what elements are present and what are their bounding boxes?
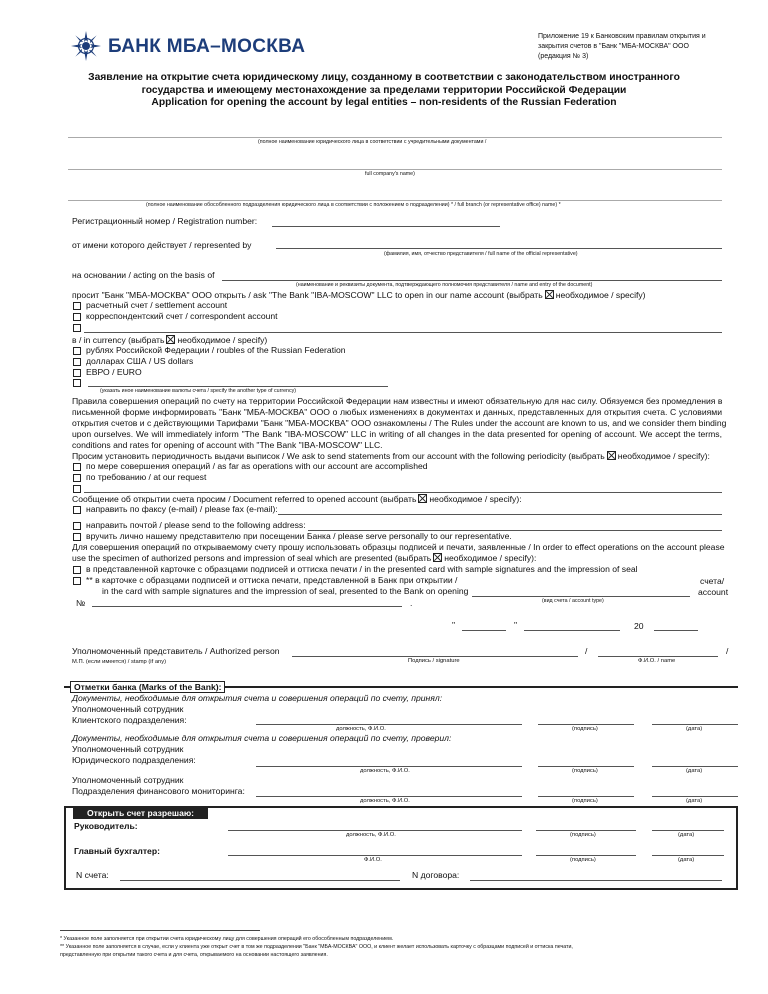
currency-line-specify: необходимое / specify)	[177, 335, 268, 345]
client-sign-field[interactable]	[538, 724, 634, 725]
periodicity-line-text: Просим установить периодичность выдачи выписок / We ask to send statements from our account with the following periodicity (выбрать	[72, 451, 605, 461]
x-checkbox-icon	[166, 335, 175, 344]
date-hint-2: (дата)	[686, 768, 703, 774]
settlement-account-checkbox[interactable]	[73, 302, 81, 310]
fax-field[interactable]	[278, 514, 722, 515]
bank-logo	[70, 30, 102, 62]
basis-field[interactable]	[222, 280, 722, 281]
usd-label: долларах США / US dollars	[86, 356, 194, 366]
fax-label: направить по факсу (e-mail) / please fax (e-mail):	[86, 504, 278, 514]
account-label: account	[698, 587, 729, 597]
personal-checkbox[interactable]	[73, 533, 81, 541]
bank-name: БАНК МБА–МОСКВА	[108, 36, 306, 57]
company-name-hint: full company's name)	[365, 171, 415, 177]
message-line-text: Сообщение об открытии счета просим / Document referred to opened account (выбрать	[72, 494, 417, 504]
x-checkbox-icon	[433, 553, 442, 562]
x-checkbox-icon	[545, 290, 554, 299]
sign-hint-2: (подпись)	[572, 768, 598, 774]
usd-checkbox[interactable]	[73, 358, 81, 366]
signature-hint: Подпись / signature	[408, 658, 460, 664]
authorized-label: Уполномоченный представитель / Authorized person	[72, 646, 280, 656]
head-position-field[interactable]	[228, 830, 522, 831]
legal-dept: Юридического подразделения:	[72, 755, 196, 765]
settlement-account-label: расчетный счет / settlement account	[86, 300, 228, 310]
date-year-prefix: 20	[634, 621, 644, 631]
accountant-date-field[interactable]	[652, 855, 724, 856]
legal-sign-field[interactable]	[538, 766, 634, 767]
name-hint: Ф.И.О. / name	[638, 658, 676, 664]
accountant-date-hint: (дата)	[678, 857, 695, 863]
message-line	[72, 494, 522, 504]
date-day-field[interactable]	[462, 630, 506, 631]
date-hint-1: (дата)	[686, 726, 703, 732]
legal-position-field[interactable]	[256, 766, 522, 767]
full-name-hint: (полное наименование юридического лица в соответствии с учредительными документами /	[258, 139, 487, 145]
appendix-line-3: (редакция № 3)	[538, 53, 589, 60]
fin-date-field[interactable]	[652, 796, 738, 797]
message-line-specify: необходимое / specify):	[429, 494, 522, 504]
mail-checkbox[interactable]	[73, 522, 81, 530]
permit-title: Открыть счет разрешаю:	[73, 807, 208, 819]
head-position-hint: должность, Ф.И.О.	[346, 832, 396, 838]
date-month-field[interactable]	[524, 630, 620, 631]
existing-card-label: ** в карточке с образцами подписей и оттиска печати, представленной в Банк при открытии /	[86, 575, 458, 585]
specimen-line-2-text: use the specimen of authorized persons and impression of seal which are presented (выбрать	[72, 553, 432, 563]
sign-hint-3: (подпись)	[572, 798, 598, 804]
x-checkbox-icon	[607, 451, 616, 460]
rules-line-2: письменной форме информировать "Банк "МБА-МОСКВА" ООО о любых изменениях в документах и данных, представленных для открытия счета. С условиями	[72, 407, 722, 417]
existing-card-checkbox[interactable]	[73, 577, 81, 585]
correspondent-account-label: корреспондентский счет / correspondent account	[86, 311, 278, 321]
accountant-sign-hint: (подпись)	[570, 857, 596, 863]
periodicity-line	[72, 451, 710, 461]
other-currency-hint: (указать иное наименование валюты счета / specify the another type of currency)	[100, 388, 297, 394]
other-account-field[interactable]	[84, 332, 722, 333]
slash-2: /	[726, 646, 729, 656]
represented-by-label: от имени которого действует / represented by	[72, 240, 252, 250]
dot-mark: .	[410, 598, 413, 608]
request-line	[72, 290, 646, 300]
position-hint-3: должность, Ф.И.О.	[360, 798, 410, 804]
fin-dept: Подразделения финансового мониторинга:	[72, 786, 245, 796]
employee-2: Уполномоченный сотрудник	[72, 744, 184, 754]
title-line-1: Заявление на открытие счета юридическому лицу, созданному в соответствии с законодательством иностранного	[88, 72, 680, 83]
other-currency-checkbox[interactable]	[73, 379, 81, 387]
accountant-fio-hint: Ф.И.О.	[364, 857, 382, 863]
title-line-2: государства и имеющему местонахождение за пределами территории Российской Федерации	[141, 84, 627, 96]
statements-per-operation-checkbox[interactable]	[73, 463, 81, 471]
eur-label: ЕВРО / EURO	[86, 367, 142, 377]
rules-line-1: Правила совершения операций по счету на территории Российской Федерации нам известны и имеют обязательную для нас силу. Обязуемся без промедления в	[72, 396, 723, 406]
represented-by-field[interactable]	[276, 248, 722, 249]
reg-number-field[interactable]	[272, 226, 500, 227]
chief-accountant-label: Главный бухгалтер:	[74, 846, 160, 856]
correspondent-account-checkbox[interactable]	[73, 313, 81, 321]
position-hint-2: должность, Ф.И.О.	[360, 768, 410, 774]
basis-label: на основании / acting on the basis of	[72, 270, 215, 280]
date-hint-3: (дата)	[686, 798, 703, 804]
employee-1: Уполномоченный сотрудник	[72, 704, 184, 714]
personal-label: вручить лично нашему представителю при посещении Банка / please serve personally to our representative.	[86, 531, 512, 541]
currency-line	[72, 335, 267, 345]
account-no-field[interactable]	[120, 880, 400, 881]
fin-sign-field[interactable]	[538, 796, 634, 797]
title-line-3: Application for opening the account by legal entities – non-residents of the Russian Federation	[151, 97, 617, 108]
mail-label: направить почтой / please send to the following address:	[86, 520, 306, 530]
company-name-line[interactable]	[68, 169, 722, 170]
docs-accepted: Документы, необходимые для открытия счета и совершения операций по счету, принял:	[72, 693, 443, 703]
head-date-hint: (дата)	[678, 832, 695, 838]
bank-emblem-icon	[70, 30, 102, 62]
docs-checked: Документы, необходимые для открытия счета и совершения операций по счету, проверил:	[72, 733, 452, 743]
slash-1: /	[585, 646, 588, 656]
appendix-line-1: Приложение 19 к Банковским правилам открытия и	[538, 33, 706, 40]
signature-field[interactable]	[292, 656, 578, 657]
request-line-text: просит "Банк "МБА-МОСКВА" ООО открыть / ask "The Bank "IBA-MOSCOW" LLC to open in our name account (выбрать	[72, 290, 543, 300]
fin-position-field[interactable]	[256, 796, 522, 797]
x-checkbox-icon	[418, 494, 427, 503]
account-no-label: N счета:	[76, 870, 109, 880]
currency-line-text: в / in currency (выбрать	[72, 335, 165, 345]
reg-number-label: Регистрационный номер / Registration number:	[72, 216, 258, 226]
accountant-sign-field[interactable]	[536, 855, 636, 856]
rules-line-4: upon ourselves. We will immediately inform "The Bank "IBA-MOSCOW" LLC in writing of all changes in the data presented for opening of account. We accept the terms,	[72, 429, 722, 439]
rub-checkbox[interactable]	[73, 347, 81, 355]
specimen-line-1: Для совершения операций по открываемому счету прошу использовать образцы подписей и печати, заявленные / In order to effect operations on the account please	[72, 542, 725, 552]
branch-name-hint: (полное наименование обособленного подразделения юридического лица в соответствии с положением о подразделении) * / full branch (or representative office) name) *	[146, 202, 561, 208]
head-sign-hint: (подпись)	[570, 832, 596, 838]
request-line-specify: необходимое / specify)	[555, 290, 646, 300]
statements-per-operation-label: по мере совершения операций / as far as operations with our account are accomplished	[86, 461, 428, 471]
statements-other-checkbox[interactable]	[73, 485, 81, 493]
client-position-field[interactable]	[256, 724, 522, 725]
head-date-field[interactable]	[652, 830, 724, 831]
contract-no-field[interactable]	[470, 880, 722, 881]
other-account-checkbox[interactable]	[73, 324, 81, 332]
legal-date-field[interactable]	[652, 766, 738, 767]
rules-line-5: conditions and rates for opening of account with "The Bank "IBA-MOSCOW" LLC.	[72, 440, 383, 450]
number-sign: №	[76, 598, 86, 608]
client-date-field[interactable]	[652, 724, 738, 725]
head-sign-field[interactable]	[536, 830, 636, 831]
footnote-3: представленную при открытии такого счета и для счета, открываемого на основании настоящего заявления.	[60, 952, 328, 958]
statements-other-field[interactable]	[84, 492, 722, 493]
specimen-line-2-specify: необходимое / specify):	[444, 553, 537, 563]
schet-label: счета/	[700, 576, 725, 586]
rub-label: рублях Российской Федерации / roubles of the Russian Federation	[86, 345, 346, 355]
sign-hint-1: (подпись)	[572, 726, 598, 732]
accountant-name-field[interactable]	[228, 855, 522, 856]
presented-card-checkbox[interactable]	[73, 566, 81, 574]
footnote-divider	[60, 930, 260, 931]
periodicity-line-specify: необходимое / specify):	[617, 451, 710, 461]
appendix-line-2: закрытия счетов в "Банк "МБА-МОСКВА" ООО	[538, 43, 689, 50]
other-currency-field[interactable]	[88, 386, 388, 387]
employee-3: Уполномоченный сотрудник	[72, 775, 184, 785]
presented-card-label: в представленной карточке с образцами подписей и оттиска печати / in the presented card with sample signatures and the impression of seal	[86, 564, 638, 574]
account-type-field[interactable]	[472, 596, 690, 597]
contract-no-label: N договора:	[412, 870, 460, 880]
stamp-label: М.П. (если имеется) / stamp (if any)	[72, 659, 167, 665]
existing-card-cont: in the card with sample signatures and the impression of seal, presented to the Bank on opening	[102, 586, 469, 596]
date-quote-close: "	[514, 620, 518, 630]
account-number-field[interactable]	[92, 606, 402, 607]
head-label: Руководитель:	[74, 821, 138, 831]
rules-line-3: открытия счетов и с действующими Тарифами "Банк "МБА-МОСКВА" ООО ознакомлены / The Rules under the account are known to us, and we consider them binding	[72, 418, 727, 428]
eur-checkbox[interactable]	[73, 369, 81, 377]
footnote-1: * Указанное поле заполняется при открытии счета юридическому лицу для совершения операций его обособленным подразделением.	[60, 936, 394, 942]
basis-doc-hint: (наименование и реквизиты документа, подтверждающего полномочия представителя / name and entry of the document)	[296, 282, 593, 288]
bank-marks-title: Отметки банка (Marks of the Bank):	[70, 681, 225, 693]
page-title	[60, 72, 708, 110]
date-quote-open: "	[452, 620, 456, 630]
account-type-hint: (вид счета / account type)	[542, 598, 604, 604]
full-name-line[interactable]	[68, 137, 722, 138]
statements-on-request-label: по требованию / at our request	[86, 472, 207, 482]
client-dept: Клиентского подразделения:	[72, 715, 187, 725]
specimen-line-2	[72, 553, 536, 563]
footnote-2: ** Указанное поле заполняется в случае, если у клиента уже открыт счет в том же подразделении "Банк "МБА-МОСКВА" ООО, и клиент желает использовать карточку с образцами подписей и оттиска печати,	[60, 944, 573, 950]
statements-on-request-checkbox[interactable]	[73, 474, 81, 482]
name-field[interactable]	[598, 656, 718, 657]
fax-checkbox[interactable]	[73, 506, 81, 514]
branch-name-line[interactable]	[68, 200, 722, 201]
rep-name-hint: (фамилия, имя, отчество представителя / full name of the official representative)	[384, 251, 578, 257]
position-hint-1: должность, Ф.И.О.	[336, 726, 386, 732]
date-year-field[interactable]	[654, 630, 698, 631]
